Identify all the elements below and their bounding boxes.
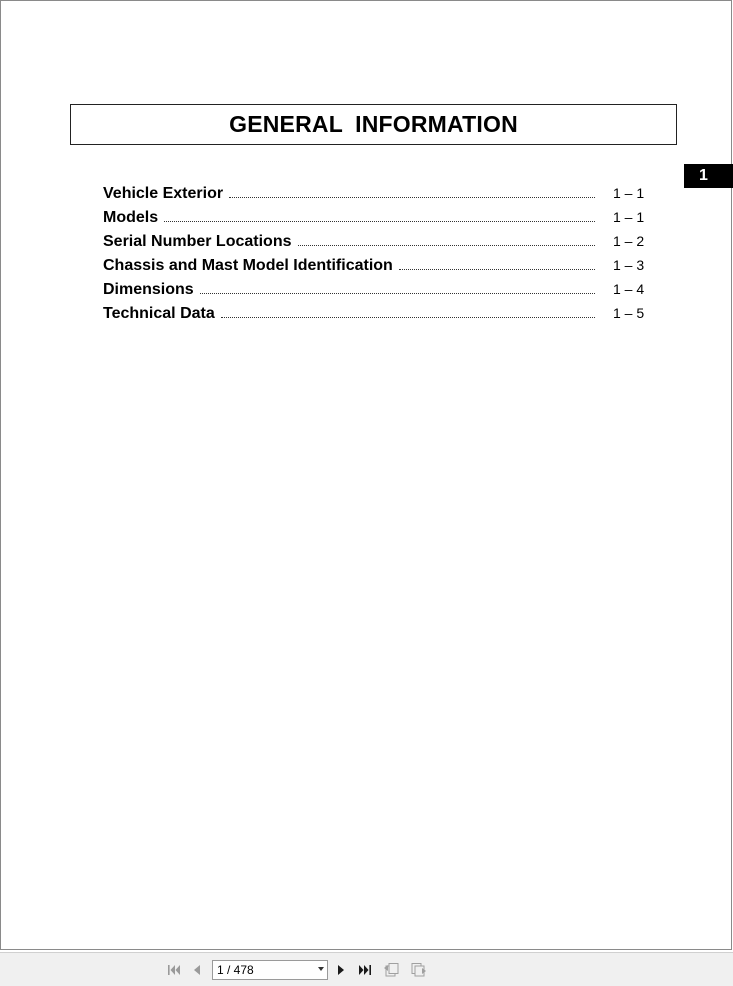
toc-label: Technical Data xyxy=(103,305,215,322)
toc-row[interactable] xyxy=(103,253,647,277)
toc-label: Dimensions xyxy=(103,281,194,298)
toc-leader-dots xyxy=(229,197,595,198)
toc-page-number: 1 – 4 xyxy=(613,281,645,297)
page-dropdown-icon[interactable] xyxy=(318,967,324,971)
previous-view-button[interactable] xyxy=(382,961,402,979)
toc-leader-dots xyxy=(298,245,596,246)
toc-page-number: 1 – 1 xyxy=(613,209,645,225)
first-page-icon xyxy=(166,963,182,977)
toc-leader-dots xyxy=(164,221,595,222)
toc-row[interactable] xyxy=(103,205,647,229)
table-of-contents xyxy=(103,181,647,325)
toc-page-number: 1 – 1 xyxy=(613,185,645,201)
next-page-button[interactable] xyxy=(331,961,351,979)
toc-row[interactable] xyxy=(103,181,647,205)
previous-page-button[interactable] xyxy=(187,961,207,979)
toc-label: Models xyxy=(103,209,159,226)
previous-view-icon xyxy=(383,962,401,978)
section-title: GENERAL INFORMATION xyxy=(229,111,518,137)
toc-page-number: 1 – 3 xyxy=(613,257,645,273)
toc-label: Vehicle Exterior xyxy=(103,185,224,202)
section-title-box xyxy=(70,104,677,145)
toc-label: Serial Number Locations xyxy=(103,233,292,250)
toc-row[interactable] xyxy=(103,301,647,325)
page-number-field[interactable] xyxy=(212,960,328,980)
toc-leader-dots xyxy=(221,317,595,318)
toc-leader-dots xyxy=(399,269,595,270)
last-page-icon xyxy=(357,963,373,977)
page-indicator: 1 / 478 xyxy=(217,963,254,977)
chapter-tab: 1 xyxy=(684,164,733,188)
toc-label: Chassis and Mast Model Identification xyxy=(103,257,393,274)
next-page-icon xyxy=(335,963,347,977)
toc-leader-dots xyxy=(200,293,595,294)
first-page-button[interactable] xyxy=(164,961,184,979)
next-view-button[interactable] xyxy=(408,961,428,979)
viewer-toolbar xyxy=(0,952,733,986)
next-view-icon xyxy=(409,962,427,978)
toc-row[interactable] xyxy=(103,277,647,301)
toc-row[interactable] xyxy=(103,229,647,253)
previous-page-icon xyxy=(191,963,203,977)
toc-page-number: 1 – 5 xyxy=(613,305,645,321)
toc-page-number: 1 – 2 xyxy=(613,233,645,249)
last-page-button[interactable] xyxy=(355,961,375,979)
